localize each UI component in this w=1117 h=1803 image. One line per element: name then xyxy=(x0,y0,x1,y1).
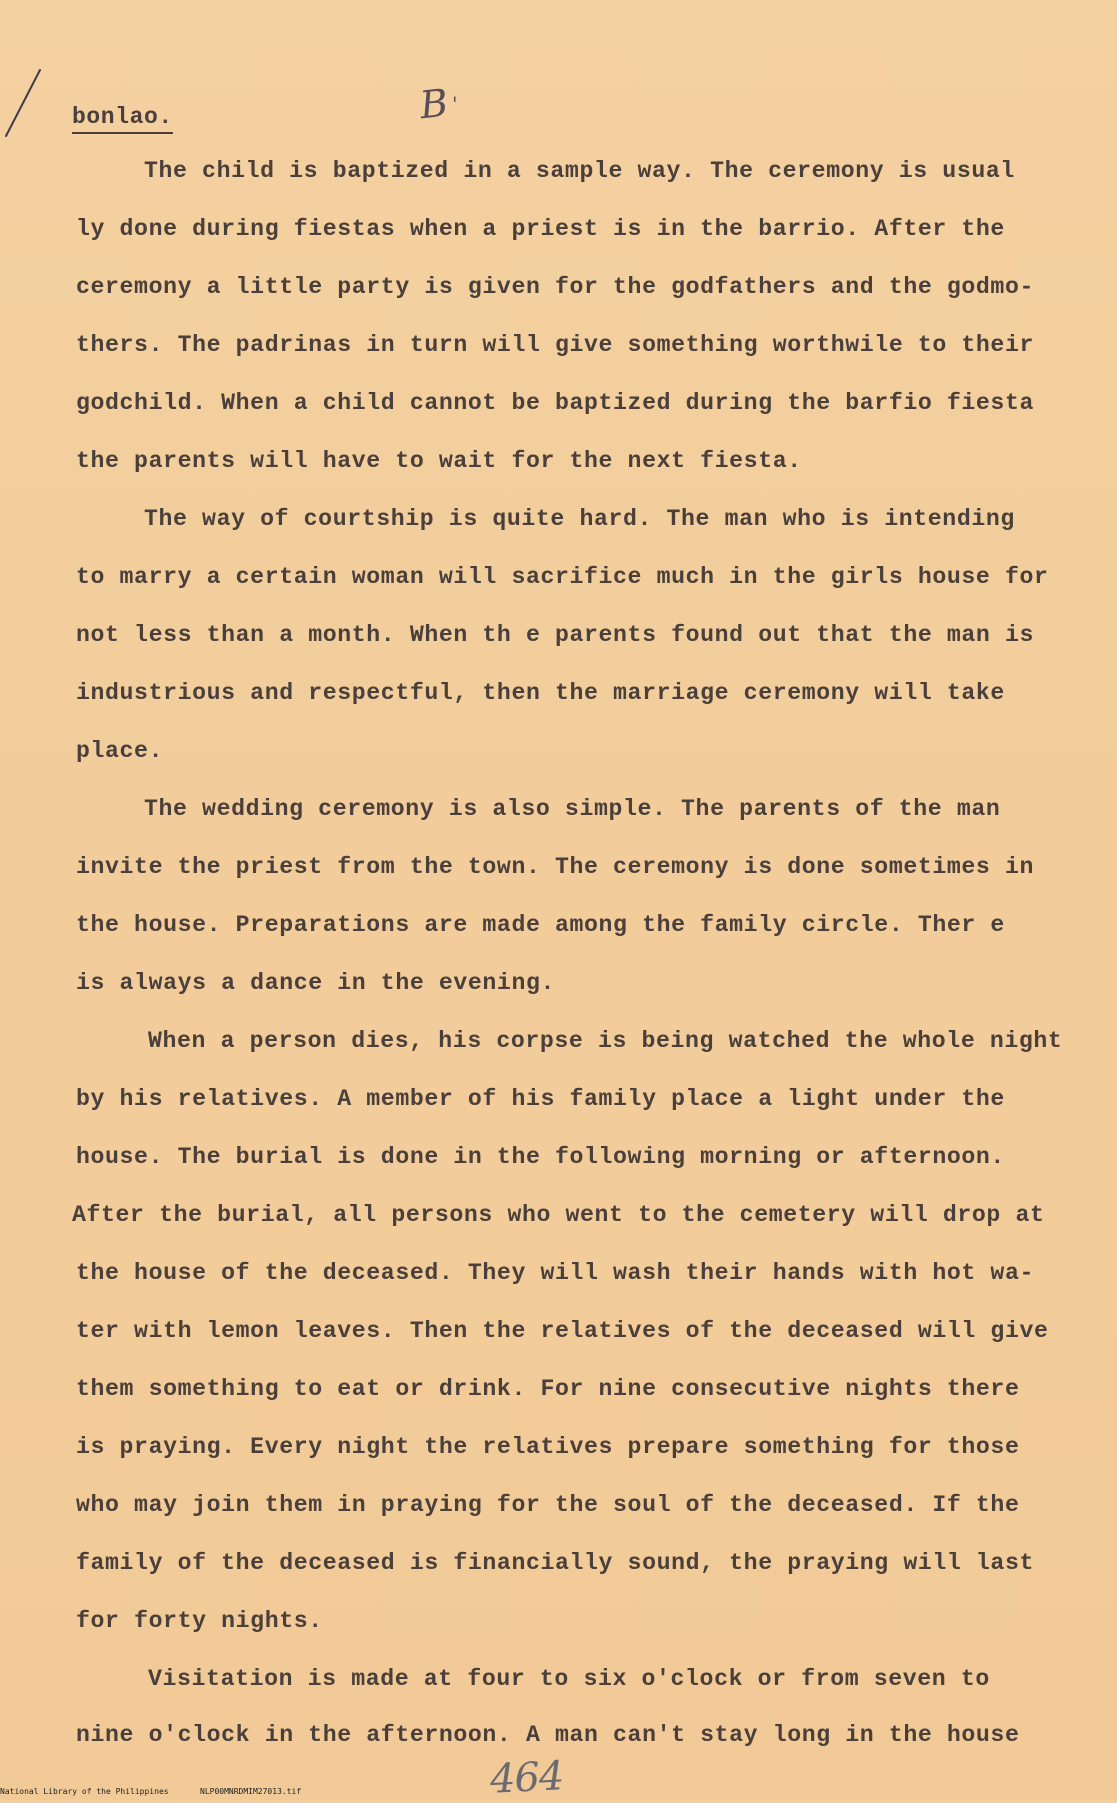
text-line: nine o'clock in the afternoon. A man can't stay long in the house xyxy=(76,1722,1020,1748)
text-line: place. xyxy=(76,738,164,764)
text-line: by his relatives. A member of his family place a light under the xyxy=(76,1086,1005,1112)
text-line: the house of the deceased. They will wash their hands with hot wa- xyxy=(76,1260,1034,1286)
document-heading: bonlao. xyxy=(72,104,173,134)
text-line: ly done during fiestas when a priest is in the barrio. After the xyxy=(76,216,1005,242)
text-line: godchild. When a child cannot be baptized during the barfio fiesta xyxy=(76,390,1034,416)
text-line: When a person dies, his corpse is being watched the whole night xyxy=(148,1028,1063,1054)
text-line: who may join them in praying for the soul of the deceased. If the xyxy=(76,1492,1020,1518)
text-line: Visitation is made at four to six o'clock or from seven to xyxy=(148,1666,990,1692)
text-line: industrious and respectful, then the marriage ceremony will take xyxy=(76,680,1005,706)
text-line: family of the deceased is financially sound, the praying will last xyxy=(76,1550,1034,1576)
text-line: The way of courtship is quite hard. The man who is intending xyxy=(144,506,1015,532)
text-line: for forty nights. xyxy=(76,1608,323,1634)
text-line: the parents will have to wait for the next fiesta. xyxy=(76,448,802,474)
text-line: invite the priest from the town. The ceremony is done sometimes in xyxy=(76,854,1034,880)
handwritten-b-mark: B xyxy=(417,80,451,128)
handwritten-b-tick: ' xyxy=(452,92,458,116)
text-line: After the burial, all persons who went to the cemetery will drop at xyxy=(72,1202,1045,1228)
margin-pencil-stroke xyxy=(0,66,48,146)
handwritten-page-number: 464 xyxy=(488,1753,565,1803)
text-line: thers. The padrinas in turn will give something worthwile to their xyxy=(76,332,1034,358)
footer-library-name: National Library of the Philippines xyxy=(0,1787,169,1796)
text-line: ceremony a little party is given for the godfathers and the godmo- xyxy=(76,274,1034,300)
text-line: the house. Preparations are made among the family circle. Ther e xyxy=(76,912,1005,938)
text-line: not less than a month. When th e parents found out that the man is xyxy=(76,622,1034,648)
text-line: house. The burial is done in the following morning or afternoon. xyxy=(76,1144,1005,1170)
footer-file-id: NLP00MNRDMIM27013.tif xyxy=(200,1787,302,1796)
text-line: is always a dance in the evening. xyxy=(76,970,555,996)
text-line: them something to eat or drink. For nine consecutive nights there xyxy=(76,1376,1020,1402)
text-line: The child is baptized in a sample way. The ceremony is usual xyxy=(144,158,1015,184)
text-line: is praying. Every night the relatives prepare something for those xyxy=(76,1434,1020,1460)
text-line: to marry a certain woman will sacrifice much in the girls house for xyxy=(76,564,1049,590)
text-line: The wedding ceremony is also simple. The parents of the man xyxy=(144,796,1001,822)
text-line: ter with lemon leaves. Then the relatives of the deceased will give xyxy=(76,1318,1049,1344)
